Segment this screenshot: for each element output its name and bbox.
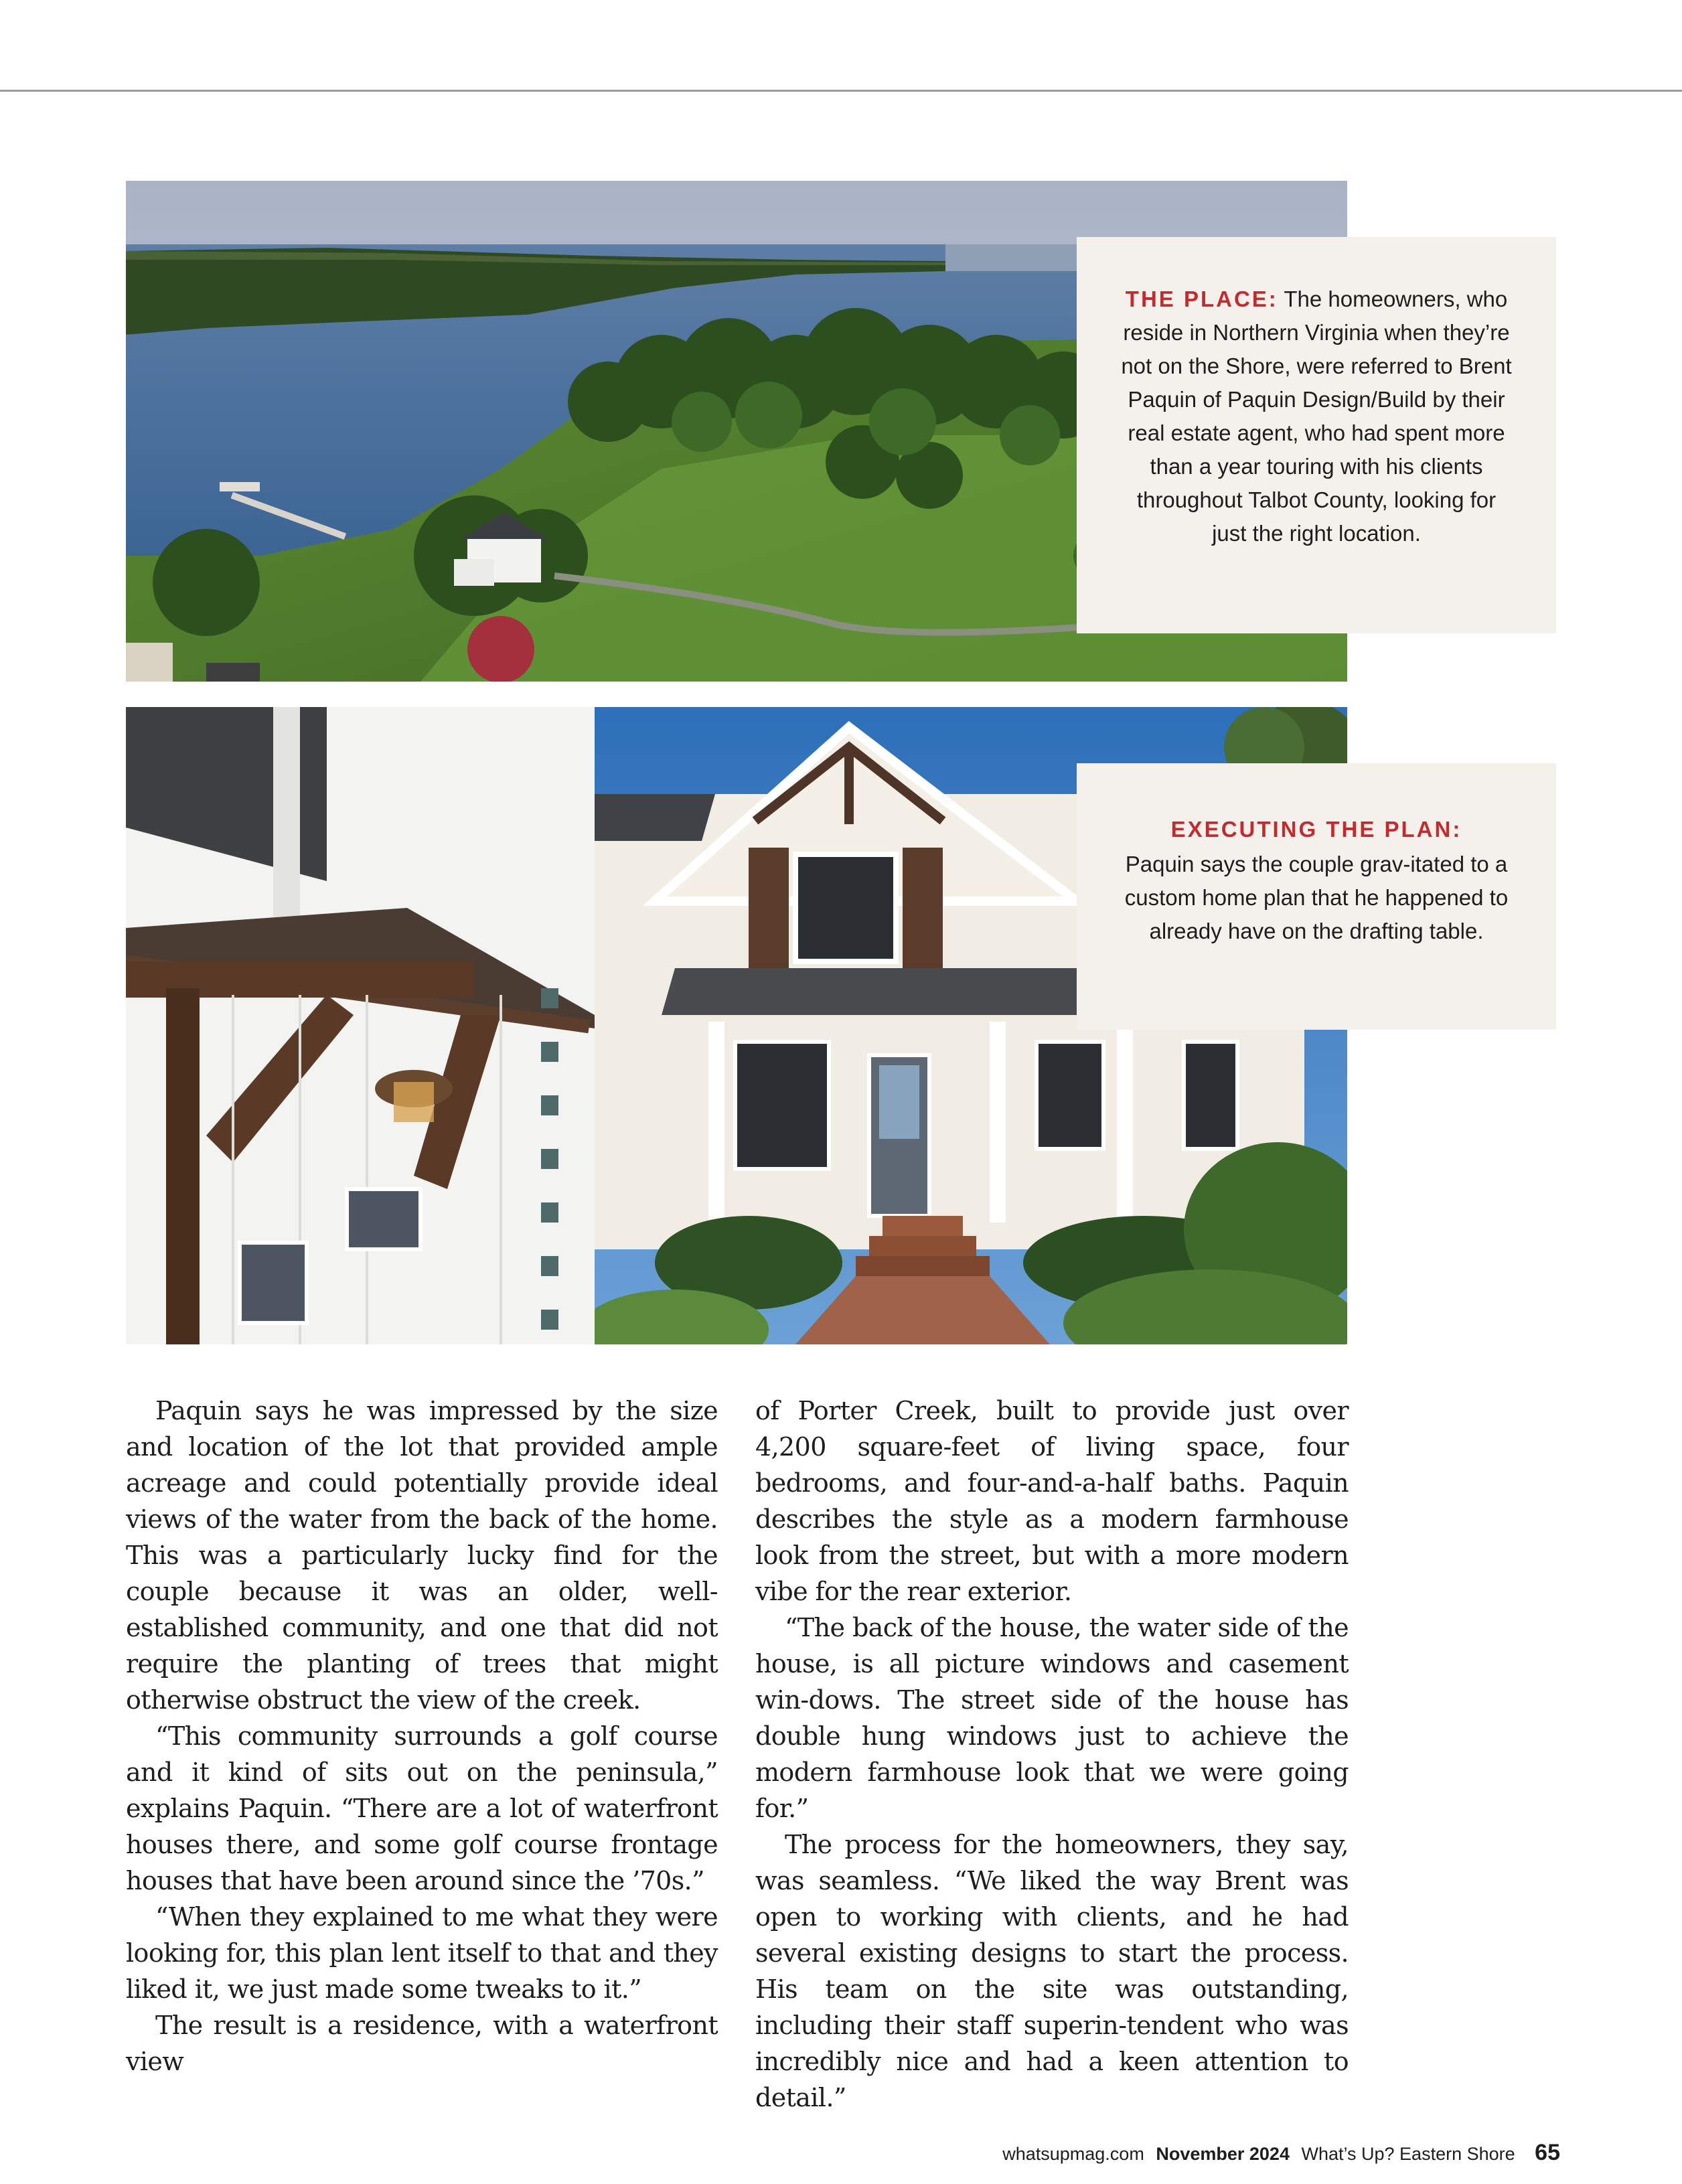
article-column-left — [126, 1393, 718, 2080]
article-paragraph: The result is a residence, with a waterfront view — [126, 2011, 718, 2076]
caption-place-text: The homeowners, who reside in Northern Virginia when they’re not on the Shore, were referred to Brent Paquin of Paquin Design/Build by their real estate agent, who had spent more than a year touring with his clients throughout Talbot County, looking for just the right location. — [1121, 287, 1512, 546]
article-paragraph: The process for the homeowners, they say, was seamless. “We liked the way Brent was open to working with clients, and he had several existing designs to start the process. His team on the site was outstanding, including their staff superin-tendent who was incredibly nice and had a keen attention to detail.” — [755, 1830, 1349, 2112]
article-column-right — [755, 1393, 1349, 2116]
footer-issue: November 2024 — [1156, 2144, 1290, 2164]
article-paragraph: Paquin says he was impressed by the size and location of the lot that provided ample acreage and could potentially provide ideal views of the water from the back of the home. This was a particularly lucky find for the couple because it was an older, well-established community, and one that did not require the planting of trees that might otherwise obstruct the view of the creek. — [126, 1396, 718, 1715]
page-number: 65 — [1535, 2140, 1560, 2165]
caption-place-heading: THE PLACE: — [1125, 287, 1278, 311]
page-footer — [1002, 2140, 1560, 2166]
caption-executing-the-plan — [1077, 763, 1556, 1030]
top-rule — [0, 90, 1682, 92]
article-paragraph: “This community surrounds a golf course and it kind of sits out on the peninsula,” explains Paquin. “There are a lot of waterfront houses there, and some golf course frontage houses that have been around since the ’70s.” — [126, 1721, 718, 1895]
caption-plan-text: Paquin says the couple grav-itated to a custom home plan that he happened to already have on the drafting table. — [1124, 852, 1509, 943]
article-paragraph-continued: of Porter Creek, built to provide just over 4,200 square-feet of living space, four bedrooms, and four-and-a-half baths. Paquin describes the style as a modern farmhouse look from the street, but with a more modern vibe for the rear exterior. — [755, 1396, 1349, 1606]
caption-the-place — [1077, 237, 1556, 633]
caption-plan-heading: EXECUTING THE PLAN: — [1170, 817, 1462, 842]
footer-site: whatsupmag.com — [1002, 2144, 1144, 2164]
footer-publication: What’s Up? Eastern Shore — [1301, 2144, 1515, 2164]
article-paragraph: “When they explained to me what they were looking for, this plan lent itself to that and they liked it, we just made some tweaks to it.” — [126, 1902, 718, 2004]
article-paragraph: “The back of the house, the water side of the house, is all picture windows and casement win-dows. The street side of the house has double hung windows just to achieve the modern farmhouse look that we were going for.” — [755, 1613, 1349, 1823]
